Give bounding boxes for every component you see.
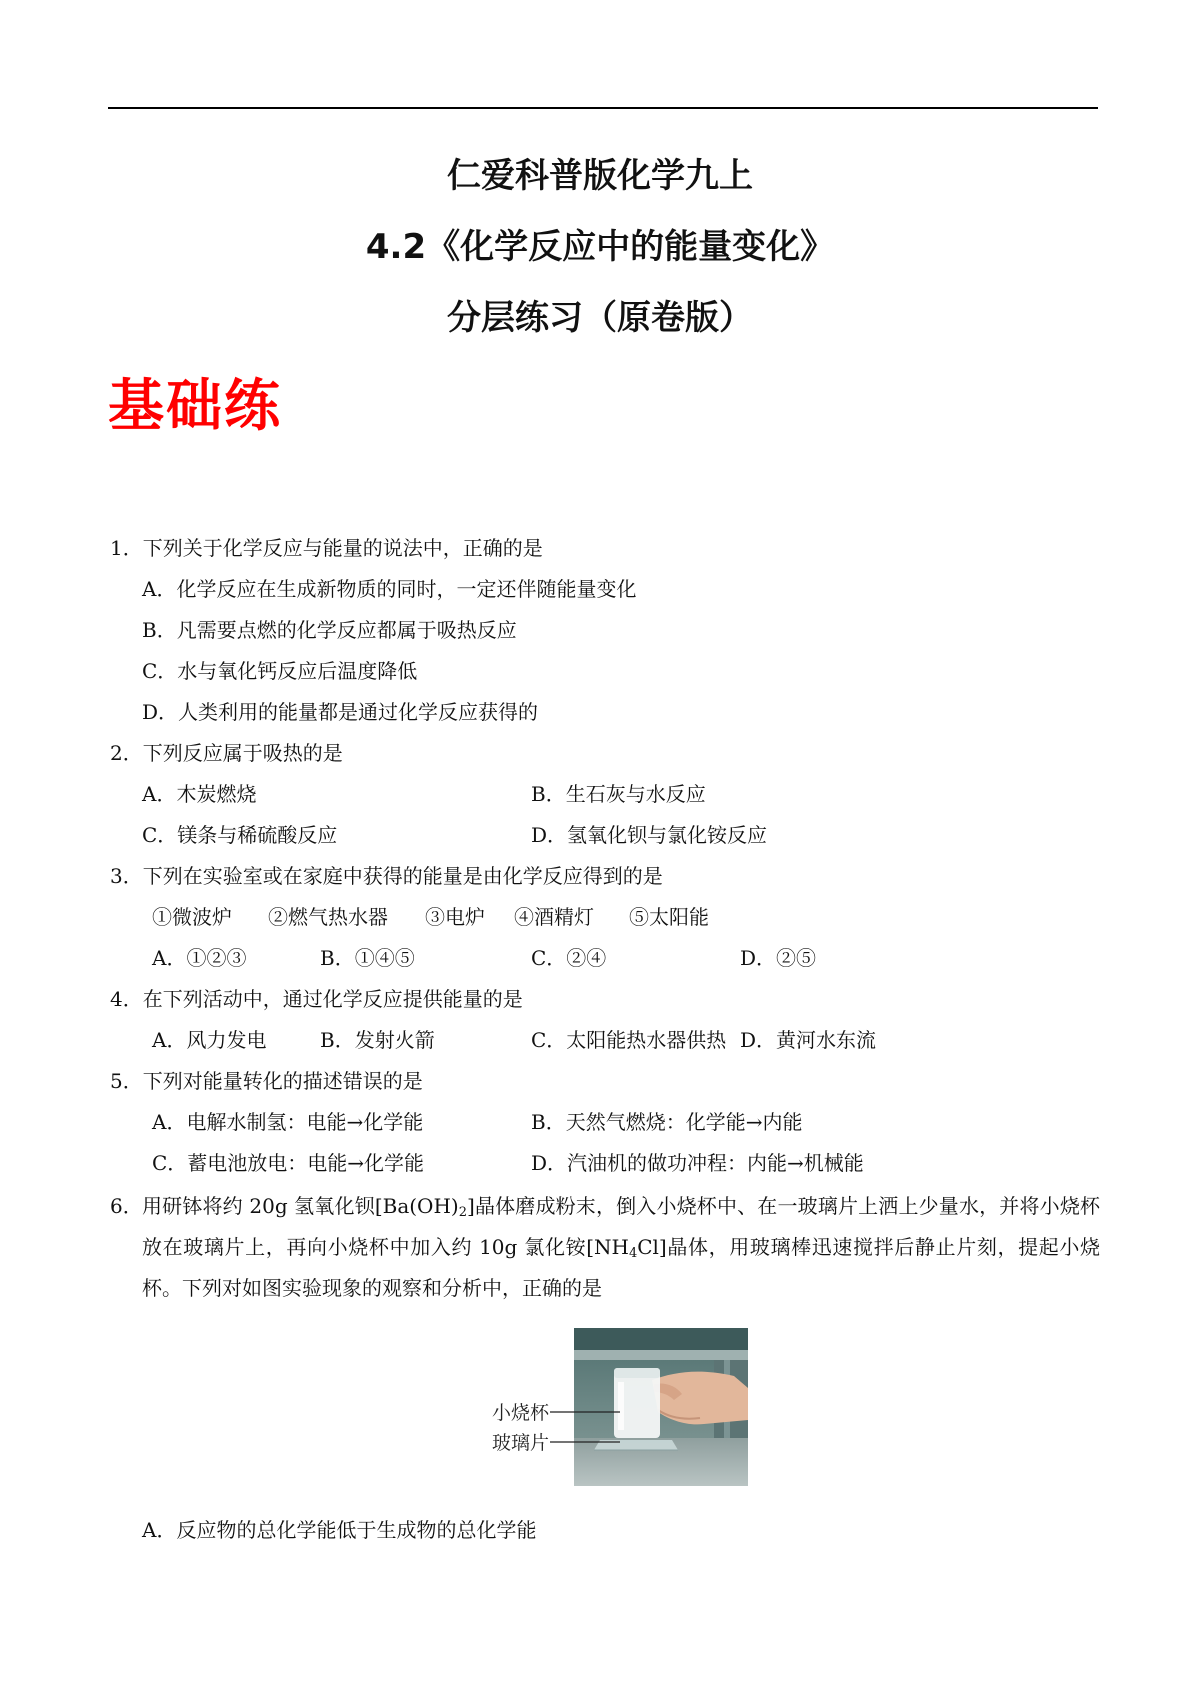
- question-number: 6．: [110, 1194, 143, 1218]
- question-6-stem: [110, 1186, 1100, 1309]
- q5-option-b: B．天然气燃烧：化学能→内能: [531, 1110, 803, 1134]
- doc-lesson-title: 4.2《化学反应中的能量变化》: [365, 227, 835, 267]
- question-text: 下列反应属于吸热的是: [142, 741, 343, 765]
- question-text: 用研钵将约 20g 氢氧化钡$[Ba(OH)_2]$晶体磨成粉末，倒入小烧杯中、在一玻璃片上洒上少量水，并将小烧杯放在玻璃片上，再向小烧杯中加入约 10g 氯化铵$[NH_4Cl]$晶体，用玻璃棒迅速搅拌后静止片刻，提起小烧杯。下列对如图实验现象的观察和分析中，正确的是: [142, 1194, 1100, 1300]
- question-number: 5．: [110, 1069, 143, 1093]
- q3-option-d: D．②⑤: [740, 946, 817, 970]
- doc-title: 仁爱科普版化学九上: [447, 156, 753, 196]
- section-title: 基础练: [108, 374, 282, 439]
- question-number: 1．: [110, 536, 143, 560]
- figure-label-glass-plate: 玻璃片: [492, 1432, 550, 1454]
- doc-subtitle: 分层练习（原卷版）: [447, 298, 753, 338]
- q1-option-b: B．凡需要点燃的化学反应都属于吸热反应: [142, 618, 517, 642]
- question-text: 下列对能量转化的描述错误的是: [142, 1069, 423, 1093]
- q1-option-d: D．人类利用的能量都是通过化学反应获得的: [142, 700, 539, 724]
- question-text: 在下列活动中，通过化学反应提供能量的是: [142, 987, 523, 1011]
- q3-item-1: ①微波炉: [152, 905, 232, 929]
- q3-option-c: C．②④: [531, 946, 607, 970]
- q3-option-b: B．①④⑤: [320, 946, 415, 970]
- question-text: 下列在实验室或在家庭中获得的能量是由化学反应得到的是: [142, 864, 663, 888]
- question-number: 3．: [110, 864, 143, 888]
- q4-option-c: C．太阳能热水器供热: [531, 1028, 727, 1052]
- figure-label-beaker: 小烧杯: [492, 1402, 550, 1424]
- header-rule: [108, 107, 1098, 109]
- q3-item-3: ③电炉: [425, 905, 485, 929]
- q4-option-b: B．发射火箭: [320, 1028, 435, 1052]
- q3-item-5: ⑤太阳能: [629, 905, 709, 929]
- q2-option-c: C．镁条与稀硫酸反应: [142, 823, 338, 847]
- q6-option-a: A．反应物的总化学能低于生成物的总化学能: [142, 1518, 537, 1542]
- q3-item-2: ②燃气热水器: [268, 905, 388, 929]
- q5-option-a: A．电解水制氢：电能→化学能: [152, 1110, 424, 1134]
- q4-option-a: A．风力发电: [152, 1028, 267, 1052]
- q1-option-c: C．水与氧化钙反应后温度降低: [142, 659, 418, 683]
- q4-option-d: D．黄河水东流: [740, 1028, 877, 1052]
- q3-item-4: ④酒精灯: [514, 905, 594, 929]
- q2-option-d: D．氢氧化钡与氯化铵反应: [531, 823, 768, 847]
- question-1-stem: [110, 534, 543, 562]
- question-number: 4．: [110, 987, 143, 1011]
- q3-option-a: A．①②③: [152, 946, 247, 970]
- question-3-stem: [110, 862, 663, 890]
- question-2-stem: [110, 739, 343, 767]
- q5-option-c: C．蓄电池放电：电能→化学能: [152, 1151, 425, 1175]
- figure-leader-lines: [548, 1394, 622, 1460]
- question-number: 2．: [110, 741, 143, 765]
- q1-option-a: A．化学反应在生成新物质的同时，一定还伴随能量变化: [142, 577, 637, 601]
- question-text: 下列关于化学反应与能量的说法中，正确的是: [142, 536, 543, 560]
- q2-option-b: B．生石灰与水反应: [531, 782, 706, 806]
- question-5-stem: [110, 1067, 423, 1095]
- q5-option-d: D．汽油机的做功冲程：内能→机械能: [531, 1151, 864, 1175]
- question-4-stem: [110, 985, 523, 1013]
- q2-option-a: A．木炭燃烧: [142, 782, 257, 806]
